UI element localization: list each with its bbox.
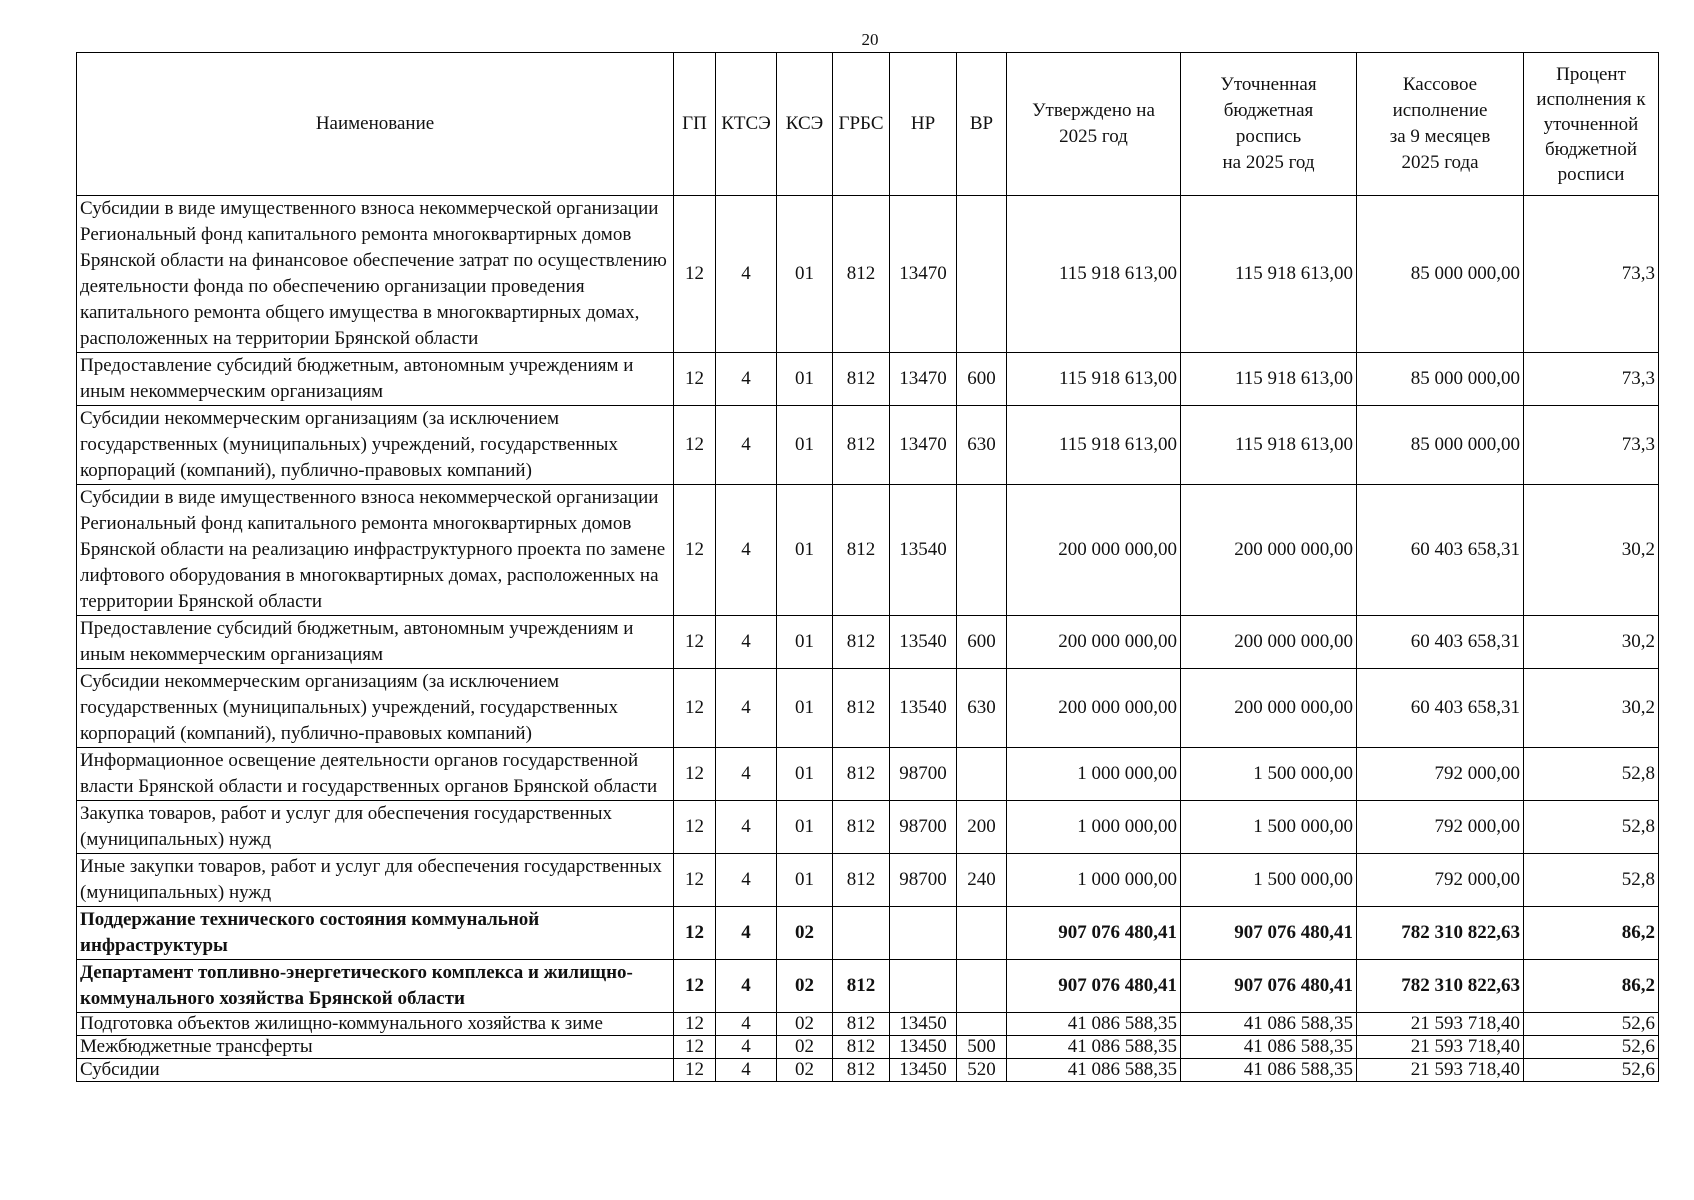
cell-approved: 907 076 480,41 bbox=[1007, 960, 1181, 1013]
cell-gp: 12 bbox=[674, 960, 716, 1013]
cell-cash: 60 403 658,31 bbox=[1357, 669, 1524, 748]
cell-approved: 115 918 613,00 bbox=[1007, 353, 1181, 406]
table-row bbox=[77, 748, 1659, 801]
cell-percent: 86,2 bbox=[1524, 907, 1659, 960]
cell-refined: 200 000 000,00 bbox=[1181, 616, 1357, 669]
cell-gp: 12 bbox=[674, 485, 716, 616]
col-header-gp: ГП bbox=[674, 53, 716, 196]
cell-cash: 21 593 718,40 bbox=[1357, 1059, 1524, 1082]
col-header-grbs: ГРБС bbox=[833, 53, 890, 196]
cell-ktse: 4 bbox=[716, 1059, 777, 1082]
cell-nr: 13540 bbox=[890, 485, 957, 616]
cell-vr bbox=[957, 748, 1007, 801]
cell-grbs: 812 bbox=[833, 801, 890, 854]
cell-refined: 41 086 588,35 bbox=[1181, 1013, 1357, 1036]
cell-nr: 13540 bbox=[890, 669, 957, 748]
cell-grbs: 812 bbox=[833, 748, 890, 801]
cell-grbs: 812 bbox=[833, 485, 890, 616]
cell-nr: 13470 bbox=[890, 196, 957, 353]
cell-nr bbox=[890, 960, 957, 1013]
cell-cash: 782 310 822,63 bbox=[1357, 960, 1524, 1013]
cell-approved: 200 000 000,00 bbox=[1007, 669, 1181, 748]
col-header-percent-line: росписи bbox=[1557, 163, 1625, 185]
col-header-refined-line: Уточненная bbox=[1220, 74, 1317, 95]
cell-cash: 85 000 000,00 bbox=[1357, 406, 1524, 485]
cell-approved: 41 086 588,35 bbox=[1007, 1013, 1181, 1036]
cell-cash: 782 310 822,63 bbox=[1357, 907, 1524, 960]
cell-ktse: 4 bbox=[716, 616, 777, 669]
col-header-approved bbox=[1007, 53, 1181, 196]
cell-vr bbox=[957, 960, 1007, 1013]
col-header-refined-line: на 2025 год bbox=[1222, 152, 1315, 173]
cell-ktse: 4 bbox=[716, 669, 777, 748]
col-header-vr: ВР bbox=[957, 53, 1007, 196]
cell-refined: 115 918 613,00 bbox=[1181, 196, 1357, 353]
cell-grbs: 812 bbox=[833, 1013, 890, 1036]
cell-grbs: 812 bbox=[833, 616, 890, 669]
cell-nr: 13470 bbox=[890, 353, 957, 406]
cell-percent: 52,6 bbox=[1524, 1036, 1659, 1059]
col-header-refined bbox=[1181, 53, 1357, 196]
table-row bbox=[77, 1059, 1659, 1082]
col-header-ktse: КТСЭ bbox=[716, 53, 777, 196]
cell-cash: 85 000 000,00 bbox=[1357, 353, 1524, 406]
col-header-percent-line: исполнения к bbox=[1536, 88, 1646, 110]
cell-vr: 600 bbox=[957, 353, 1007, 406]
cell-approved: 41 086 588,35 bbox=[1007, 1059, 1181, 1082]
cell-nr: 13450 bbox=[890, 1013, 957, 1036]
cell-cash: 792 000,00 bbox=[1357, 801, 1524, 854]
cell-refined: 200 000 000,00 bbox=[1181, 669, 1357, 748]
cell-grbs bbox=[833, 907, 890, 960]
cell-cash: 792 000,00 bbox=[1357, 748, 1524, 801]
cell-nr: 98700 bbox=[890, 854, 957, 907]
cell-gp: 12 bbox=[674, 669, 716, 748]
cell-cash: 21 593 718,40 bbox=[1357, 1013, 1524, 1036]
cell-name: Субсидии bbox=[77, 1059, 674, 1082]
cell-percent: 73,3 bbox=[1524, 196, 1659, 353]
cell-percent: 52,6 bbox=[1524, 1013, 1659, 1036]
cell-grbs: 812 bbox=[833, 196, 890, 353]
cell-percent: 52,6 bbox=[1524, 1059, 1659, 1082]
cell-gp: 12 bbox=[674, 1036, 716, 1059]
cell-ktse: 4 bbox=[716, 196, 777, 353]
cell-kse: 01 bbox=[777, 801, 833, 854]
cell-ktse: 4 bbox=[716, 854, 777, 907]
table-row bbox=[77, 854, 1659, 907]
cell-percent: 30,2 bbox=[1524, 485, 1659, 616]
cell-vr: 520 bbox=[957, 1059, 1007, 1082]
cell-gp: 12 bbox=[674, 196, 716, 353]
cell-gp: 12 bbox=[674, 801, 716, 854]
cell-vr: 630 bbox=[957, 669, 1007, 748]
cell-name: Субсидии некоммерческим организациям (за исключением государственных (муниципальных) учреждений, государственных корпораций (компаний), публично-правовых компаний) bbox=[77, 406, 674, 485]
cell-nr: 13450 bbox=[890, 1036, 957, 1059]
cell-kse: 01 bbox=[777, 748, 833, 801]
table-row-section bbox=[77, 907, 1659, 960]
cell-kse: 02 bbox=[777, 1013, 833, 1036]
cell-refined: 1 500 000,00 bbox=[1181, 854, 1357, 907]
cell-approved: 907 076 480,41 bbox=[1007, 907, 1181, 960]
cell-vr: 500 bbox=[957, 1036, 1007, 1059]
cell-percent: 86,2 bbox=[1524, 960, 1659, 1013]
cell-nr: 13450 bbox=[890, 1059, 957, 1082]
cell-refined: 115 918 613,00 bbox=[1181, 406, 1357, 485]
cell-vr bbox=[957, 485, 1007, 616]
cell-vr: 240 bbox=[957, 854, 1007, 907]
col-header-refined-line: роспись bbox=[1235, 126, 1302, 147]
col-header-cash-line: 2025 года bbox=[1401, 152, 1479, 173]
cell-kse: 01 bbox=[777, 616, 833, 669]
cell-refined: 1 500 000,00 bbox=[1181, 748, 1357, 801]
cell-gp: 12 bbox=[674, 854, 716, 907]
cell-refined: 907 076 480,41 bbox=[1181, 960, 1357, 1013]
cell-name: Подготовка объектов жилищно-коммунального хозяйства к зиме bbox=[77, 1013, 674, 1036]
cell-name: Субсидии в виде имущественного взноса некоммерческой организации Региональный фонд капитального ремонта многоквартирных домов Брянской области на финансовое обеспечение затрат по осуществлению деятельности фонда по обеспечению организации проведения капитального ремонта общего имущества в многоквартирных домах, расположенных на территории Брянской области bbox=[77, 196, 674, 353]
cell-percent: 52,8 bbox=[1524, 748, 1659, 801]
cell-name: Информационное освещение деятельности органов государственной власти Брянской области и государственных органов Брянской области bbox=[77, 748, 674, 801]
cell-gp: 12 bbox=[674, 1059, 716, 1082]
cell-refined: 115 918 613,00 bbox=[1181, 353, 1357, 406]
cell-kse: 01 bbox=[777, 196, 833, 353]
cell-vr bbox=[957, 907, 1007, 960]
col-header-approved-line: 2025 год bbox=[1059, 126, 1128, 147]
cell-approved: 41 086 588,35 bbox=[1007, 1036, 1181, 1059]
table-row bbox=[77, 485, 1659, 616]
cell-ktse: 4 bbox=[716, 1036, 777, 1059]
cell-approved: 200 000 000,00 bbox=[1007, 616, 1181, 669]
cell-vr: 630 bbox=[957, 406, 1007, 485]
cell-grbs: 812 bbox=[833, 1059, 890, 1082]
cell-vr bbox=[957, 196, 1007, 353]
cell-ktse: 4 bbox=[716, 907, 777, 960]
table-row bbox=[77, 406, 1659, 485]
col-header-approved-line: Утверждено на bbox=[1032, 100, 1155, 121]
cell-cash: 85 000 000,00 bbox=[1357, 196, 1524, 353]
cell-kse: 02 bbox=[777, 960, 833, 1013]
cell-name: Субсидии в виде имущественного взноса некоммерческой организации Региональный фонд капитального ремонта многоквартирных домов Брянской области на реализацию инфраструктурного проекта по замене лифтового оборудования в многоквартирных домах, расположенных на территории Брянской области bbox=[77, 485, 674, 616]
cell-name: Департамент топливно-энергетического комплекса и жилищно-коммунального хозяйства Брянской области bbox=[77, 960, 674, 1013]
cell-vr bbox=[957, 1013, 1007, 1036]
table-row bbox=[77, 669, 1659, 748]
cell-grbs: 812 bbox=[833, 854, 890, 907]
cell-ktse: 4 bbox=[716, 1013, 777, 1036]
cell-gp: 12 bbox=[674, 616, 716, 669]
cell-vr: 200 bbox=[957, 801, 1007, 854]
cell-approved: 200 000 000,00 bbox=[1007, 485, 1181, 616]
cell-gp: 12 bbox=[674, 748, 716, 801]
cell-ktse: 4 bbox=[716, 485, 777, 616]
col-header-cash-line: Кассовое bbox=[1402, 74, 1478, 95]
cell-kse: 01 bbox=[777, 485, 833, 616]
table-row bbox=[77, 353, 1659, 406]
cell-nr bbox=[890, 907, 957, 960]
cell-name: Межбюджетные трансферты bbox=[77, 1036, 674, 1059]
cell-cash: 21 593 718,40 bbox=[1357, 1036, 1524, 1059]
cell-vr: 600 bbox=[957, 616, 1007, 669]
cell-approved: 1 000 000,00 bbox=[1007, 854, 1181, 907]
cell-kse: 02 bbox=[777, 907, 833, 960]
cell-kse: 02 bbox=[777, 1059, 833, 1082]
cell-grbs: 812 bbox=[833, 353, 890, 406]
cell-percent: 52,8 bbox=[1524, 854, 1659, 907]
cell-ktse: 4 bbox=[716, 960, 777, 1013]
cell-name: Поддержание технического состояния коммунальной инфраструктуры bbox=[77, 907, 674, 960]
cell-refined: 200 000 000,00 bbox=[1181, 485, 1357, 616]
cell-kse: 01 bbox=[777, 669, 833, 748]
cell-percent: 52,8 bbox=[1524, 801, 1659, 854]
cell-percent: 30,2 bbox=[1524, 669, 1659, 748]
table-row-section bbox=[77, 960, 1659, 1013]
cell-percent: 73,3 bbox=[1524, 353, 1659, 406]
cell-nr: 98700 bbox=[890, 748, 957, 801]
cell-grbs: 812 bbox=[833, 669, 890, 748]
col-header-cash bbox=[1357, 53, 1524, 196]
cell-kse: 01 bbox=[777, 353, 833, 406]
cell-kse: 01 bbox=[777, 406, 833, 485]
cell-refined: 907 076 480,41 bbox=[1181, 907, 1357, 960]
cell-ktse: 4 bbox=[716, 406, 777, 485]
col-header-refined-line: бюджетная bbox=[1223, 100, 1314, 121]
cell-gp: 12 bbox=[674, 1013, 716, 1036]
cell-percent: 73,3 bbox=[1524, 406, 1659, 485]
col-header-cash-line: исполнение bbox=[1392, 100, 1488, 121]
cell-approved: 115 918 613,00 bbox=[1007, 196, 1181, 353]
cell-gp: 12 bbox=[674, 907, 716, 960]
cell-nr: 98700 bbox=[890, 801, 957, 854]
budget-execution-table bbox=[76, 52, 1659, 1082]
table-row bbox=[77, 801, 1659, 854]
cell-name: Закупка товаров, работ и услуг для обеспечения государственных (муниципальных) нужд bbox=[77, 801, 674, 854]
table-header-row bbox=[77, 53, 1659, 196]
table-row bbox=[77, 1036, 1659, 1059]
cell-kse: 01 bbox=[777, 854, 833, 907]
page-number: 20 bbox=[861, 30, 879, 49]
cell-percent: 30,2 bbox=[1524, 616, 1659, 669]
col-header-percent-line: бюджетной bbox=[1544, 138, 1637, 160]
cell-kse: 02 bbox=[777, 1036, 833, 1059]
cell-cash: 60 403 658,31 bbox=[1357, 485, 1524, 616]
cell-grbs: 812 bbox=[833, 960, 890, 1013]
cell-gp: 12 bbox=[674, 406, 716, 485]
cell-name: Субсидии некоммерческим организациям (за исключением государственных (муниципальных) учреждений, государственных корпораций (компаний), публично-правовых компаний) bbox=[77, 669, 674, 748]
cell-approved: 1 000 000,00 bbox=[1007, 801, 1181, 854]
cell-ktse: 4 bbox=[716, 801, 777, 854]
cell-approved: 115 918 613,00 bbox=[1007, 406, 1181, 485]
cell-gp: 12 bbox=[674, 353, 716, 406]
table-row bbox=[77, 616, 1659, 669]
col-header-percent-line: уточненной bbox=[1543, 113, 1639, 135]
cell-cash: 60 403 658,31 bbox=[1357, 616, 1524, 669]
cell-refined: 1 500 000,00 bbox=[1181, 801, 1357, 854]
cell-approved: 1 000 000,00 bbox=[1007, 748, 1181, 801]
cell-nr: 13470 bbox=[890, 406, 957, 485]
cell-ktse: 4 bbox=[716, 748, 777, 801]
table-row bbox=[77, 1013, 1659, 1036]
col-header-cash-line: за 9 месяцев bbox=[1389, 126, 1491, 147]
cell-name: Предоставление субсидий бюджетным, автономным учреждениям и иным некоммерческим организациям bbox=[77, 616, 674, 669]
col-header-name: Наименование bbox=[77, 53, 674, 196]
col-header-nr: НР bbox=[890, 53, 957, 196]
cell-refined: 41 086 588,35 bbox=[1181, 1036, 1357, 1059]
table-row bbox=[77, 196, 1659, 353]
cell-ktse: 4 bbox=[716, 353, 777, 406]
cell-grbs: 812 bbox=[833, 1036, 890, 1059]
col-header-percent-line: Процент bbox=[1556, 63, 1626, 85]
cell-name: Иные закупки товаров, работ и услуг для обеспечения государственных (муниципальных) нужд bbox=[77, 854, 674, 907]
cell-refined: 41 086 588,35 bbox=[1181, 1059, 1357, 1082]
cell-grbs: 812 bbox=[833, 406, 890, 485]
cell-cash: 792 000,00 bbox=[1357, 854, 1524, 907]
col-header-kse: КСЭ bbox=[777, 53, 833, 196]
cell-name: Предоставление субсидий бюджетным, автономным учреждениям и иным некоммерческим организациям bbox=[77, 353, 674, 406]
col-header-percent bbox=[1524, 53, 1659, 196]
cell-nr: 13540 bbox=[890, 616, 957, 669]
